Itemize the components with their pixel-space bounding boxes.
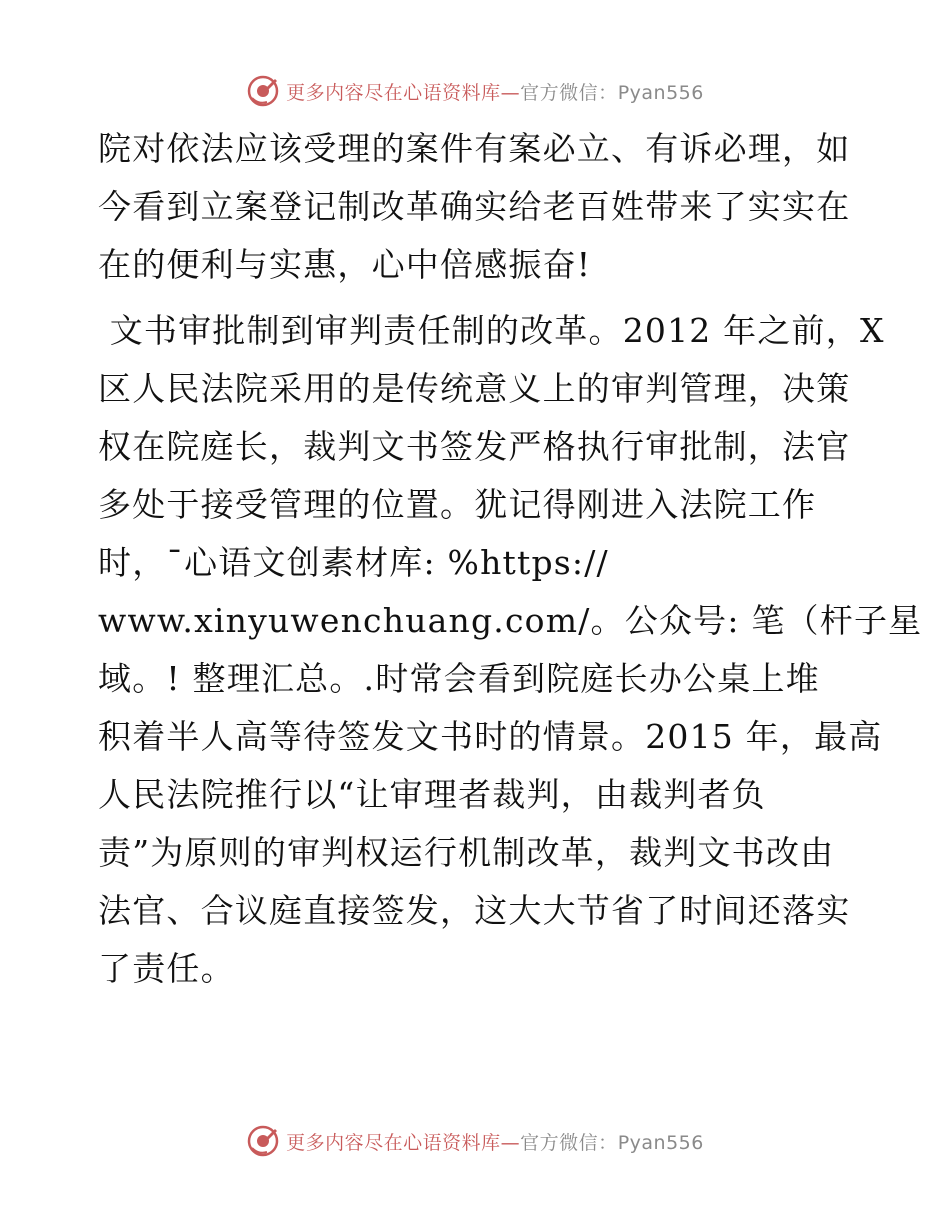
footer-wechat-label: 官方微信： (520, 1131, 618, 1154)
document-body (98, 120, 923, 998)
footer-brand: 更多内容尽在心语资料库 (286, 1131, 501, 1154)
text-line: 多处于接受管理的位置。犹记得刚进入法院工作 (98, 485, 817, 524)
text-line: 区人民法院采用的是传统意义上的审判管理，决策 (98, 369, 851, 408)
header-dash: — (500, 81, 521, 104)
footer-wechat-id: Pyan556 (617, 1131, 704, 1154)
text-line: 了责任。 (98, 949, 235, 988)
header-brand: 更多内容尽在心语资料库 (286, 81, 501, 104)
text-line: 在的便利与实惠，心中倍感振奋! (98, 245, 592, 284)
text-line: 责”为原则的审判权运行机制改革，裁判文书改由 (98, 833, 835, 872)
text-line: 今看到立案登记制改革确实给老百姓带来了实实在 (98, 187, 851, 226)
text-line: 法官、合议庭直接签发，这大大节省了时间还落实 (98, 891, 851, 930)
red-pen-circle-logo-icon (246, 1124, 280, 1158)
text-line: 积着半人高等待签发文书时的情景。2015 年，最高 (98, 717, 883, 756)
footer-dash: — (500, 1131, 521, 1154)
text-line: 权在院庭长，裁判文书签发严格执行审批制，法官 (98, 427, 851, 466)
footer-banner-text (286, 1128, 704, 1155)
header-wechat-id: Pyan556 (617, 81, 704, 104)
header-banner-text (286, 78, 704, 105)
text-line: www.xinyuwenchuang.com/。公众号: 笔（杆子星 (98, 601, 923, 640)
text-line: 域。! 整理汇总。.时常会看到院庭长办公桌上堆 (98, 659, 820, 698)
header-banner (0, 71, 950, 111)
footer-banner (0, 1121, 950, 1161)
paragraph-1 (98, 120, 858, 294)
paragraph-2 (98, 302, 923, 998)
text-line: 时，¯心语文创素材库: %https:// (98, 543, 609, 582)
header-wechat-label: 官方微信： (520, 81, 618, 104)
text-line: 文书审批制到审判责任制的改革。2012 年之前，X (98, 311, 885, 350)
red-pen-circle-logo-icon (246, 74, 280, 108)
text-line: 院对依法应该受理的案件有案必立、有诉必理，如 (98, 129, 851, 168)
text-line: 人民法院推行以“让审理者裁判，由裁判者负 (98, 775, 766, 814)
